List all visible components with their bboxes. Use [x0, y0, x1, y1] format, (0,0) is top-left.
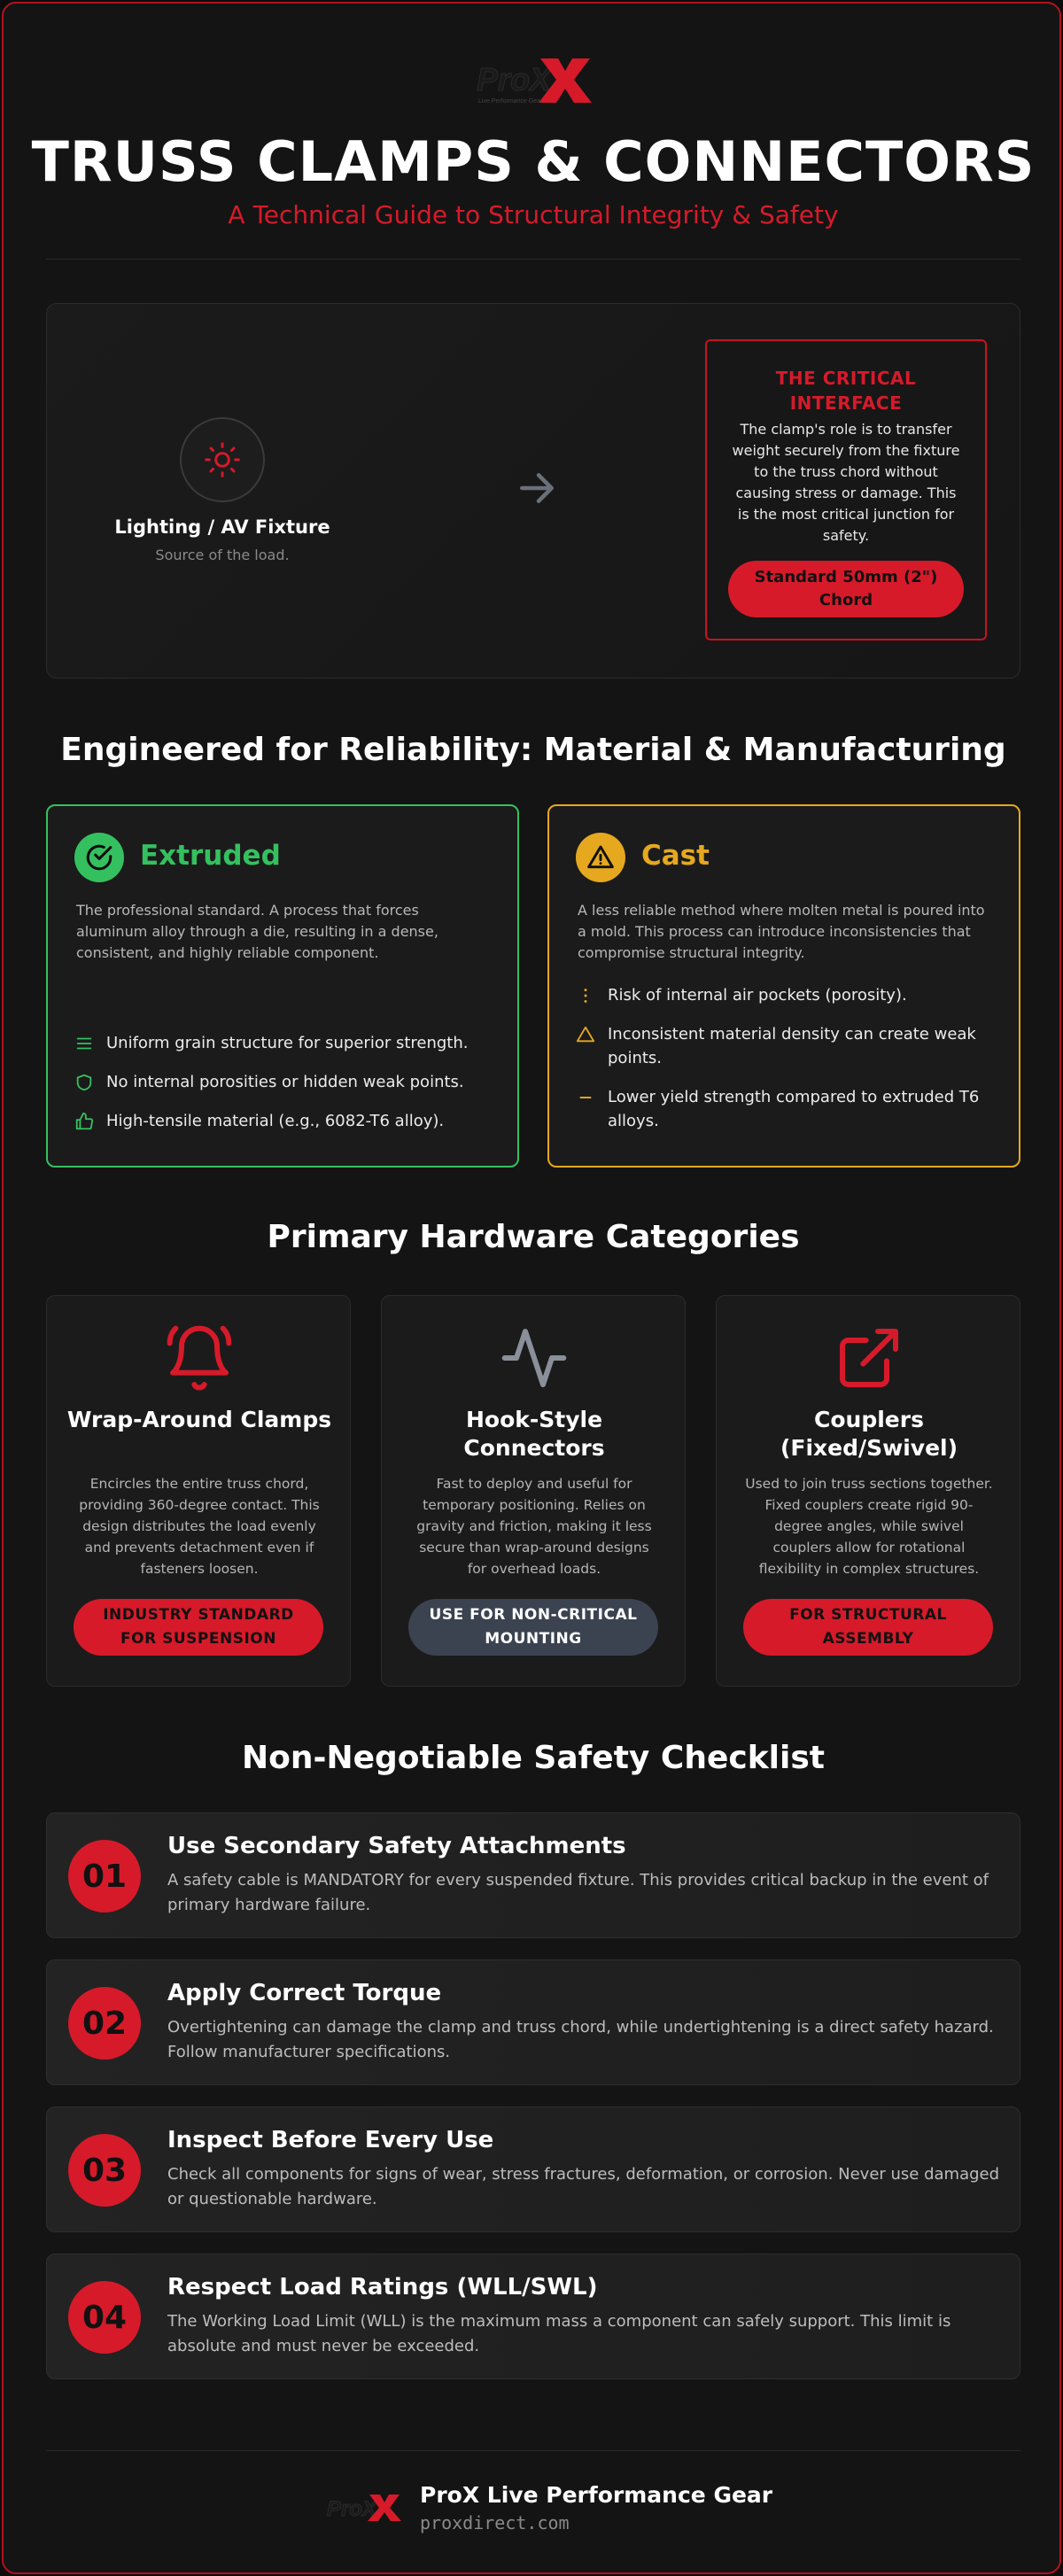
activity-icon [499, 1323, 570, 1393]
list-item [74, 1070, 500, 1094]
footer-divider [46, 2450, 1020, 2451]
cast-title: Cast [641, 840, 710, 872]
checklist-item [46, 1959, 1020, 2085]
checklist-number: 03 [68, 2134, 141, 2207]
list-item-text: Uniform grain structure for superior strength. [106, 1034, 469, 1052]
list-item [576, 1022, 1001, 1070]
hardware-pill: USE FOR NON-CRITICAL MOUNTING [408, 1599, 658, 1656]
footer-logo-wordmark: ProX [327, 2497, 377, 2521]
hardware-card-wraparound [46, 1295, 351, 1687]
footer-url-link[interactable]: proxdirect.com [420, 2512, 570, 2533]
checklist-number: 01 [68, 1840, 141, 1913]
external-link-icon [834, 1323, 904, 1393]
interface-panel [46, 303, 1020, 679]
checklist-title: Respect Load Ratings (WLL/SWL) [167, 2274, 598, 2301]
list-item [576, 983, 1001, 1007]
page-title: TRUSS CLAMPS & CONNECTORS [31, 129, 1036, 194]
list-lines-icon [74, 1034, 94, 1053]
extruded-desc: The professional standard. A process that forces aluminum alloy through a die, resulting in a dense, consistent, and highly reliable component. [76, 902, 438, 961]
sun-icon [203, 440, 242, 479]
thumbs-up-icon [74, 1112, 94, 1131]
logo-tagline: Live Performance Gear [478, 98, 543, 105]
hardware-card-hook [381, 1295, 686, 1687]
checklist-item [46, 2107, 1020, 2232]
fixture-sublabel: Source of the load. [155, 547, 290, 563]
hardware-pill: INDUSTRY STANDARD FOR SUSPENSION [74, 1599, 323, 1656]
critical-interface-body: The clamp's role is to transfer weight securely from the fixture to the truss chord without causing stress or damage. This is the most critical junction for safety. [732, 421, 960, 544]
critical-interface-title: THE CRITICAL INTERFACE [775, 368, 917, 414]
hardware-desc: Fast to deploy and useful for temporary positioning. Relies on gravity and friction, making it less secure than wrap-around designs for overhead loads. [416, 1476, 652, 1577]
cast-list [576, 983, 1001, 1148]
minus-icon [576, 1088, 595, 1107]
warning-icon [576, 833, 625, 882]
hardware-title: Wrap-Around Clamps [66, 1407, 332, 1432]
logo-wordmark: ProX [477, 61, 552, 97]
list-item-text: Lower yield strength compared to extruded T6 alloys. [608, 1088, 980, 1130]
infographic-frame [2, 2, 1061, 2574]
footer-brand-name: ProX Live Performance Gear [420, 2482, 773, 2508]
cast-card [547, 804, 1020, 1168]
page-subtitle: A Technical Guide to Structural Integrity & Safety [228, 200, 839, 229]
checklist-body: Check all components for signs of wear, stress fractures, deformation, or corrosion. Never use damaged or questionable hardware. [167, 2165, 1000, 2208]
divider [46, 259, 1020, 260]
list-item-text: High-tensile material (e.g., 6082-T6 alloy). [106, 1112, 445, 1130]
checklist-number: 02 [68, 1987, 141, 2060]
extruded-title: Extruded [140, 840, 281, 872]
critical-interface-box [705, 339, 987, 640]
arrow-right-icon [515, 466, 559, 510]
materials-heading: Engineered for Reliability: Material & Manufacturing [60, 732, 1006, 768]
checklist-body: Overtightening can damage the clamp and truss chord, while undertightening is a direct safety hazard. Follow manufacturer specifications. [167, 2018, 994, 2061]
hardware-desc: Used to join truss sections together. Fixed couplers create rigid 90-degree angles, while swivel couplers allow for rotational flexibility in complex structures. [745, 1476, 993, 1577]
bell-icon [164, 1323, 235, 1393]
extruded-card [46, 804, 519, 1168]
warning-triangle-icon [576, 1025, 595, 1044]
checklist-body: The Working Load Limit (WLL) is the maximum mass a component can safely support. This limit is absolute and must never be exceeded. [167, 2312, 951, 2355]
list-item [576, 1085, 1001, 1133]
fixture-icon-circle [180, 417, 265, 502]
hardware-heading: Primary Hardware Categories [267, 1219, 800, 1255]
dots-vertical-icon [576, 986, 595, 1005]
prox-logo [473, 53, 597, 106]
hardware-desc: Encircles the entire truss chord, providing 360-degree contact. This design distributes the load evenly and prevents detachment even if fasteners loosen. [79, 1476, 320, 1577]
fixture-label: Lighting / AV Fixture [114, 516, 330, 538]
checklist-body: A safety cable is MANDATORY for every suspended fixture. This provides critical backup in the event of primary hardware failure. [167, 1871, 989, 1914]
checklist-item [46, 1812, 1020, 1938]
hardware-title: Hook-Style Connectors [463, 1407, 605, 1461]
list-item-text: Inconsistent material density can create weak points. [608, 1025, 976, 1067]
checklist-title: Use Secondary Safety Attachments [167, 1833, 626, 1859]
checklist-title: Apply Correct Torque [167, 1980, 442, 2006]
hardware-pill: FOR STRUCTURAL ASSEMBLY [743, 1599, 993, 1656]
chord-label-pill: Standard 50mm (2") Chord [728, 561, 964, 617]
extruded-list [74, 1031, 500, 1148]
checklist-item [46, 2254, 1020, 2379]
shield-icon [74, 1073, 94, 1092]
check-circle-icon [74, 833, 124, 882]
checklist-title: Inspect Before Every Use [167, 2127, 494, 2153]
list-item-text: Risk of internal air pockets (porosity). [608, 986, 907, 1005]
hardware-title: Couplers (Fixed/Swivel) [780, 1407, 958, 1461]
list-item [74, 1109, 500, 1133]
list-item [74, 1031, 500, 1055]
checklist-number: 04 [68, 2281, 141, 2354]
hardware-card-couplers [716, 1295, 1020, 1687]
list-item-text: No internal porosities or hidden weak points. [106, 1073, 464, 1091]
checklist-heading: Non-Negotiable Safety Checklist [242, 1740, 825, 1776]
footer-logo [325, 2489, 405, 2525]
cast-desc: A less reliable method where molten metal is poured into a mold. This process can introduce inconsistencies that compromise structural integrity. [578, 902, 985, 961]
